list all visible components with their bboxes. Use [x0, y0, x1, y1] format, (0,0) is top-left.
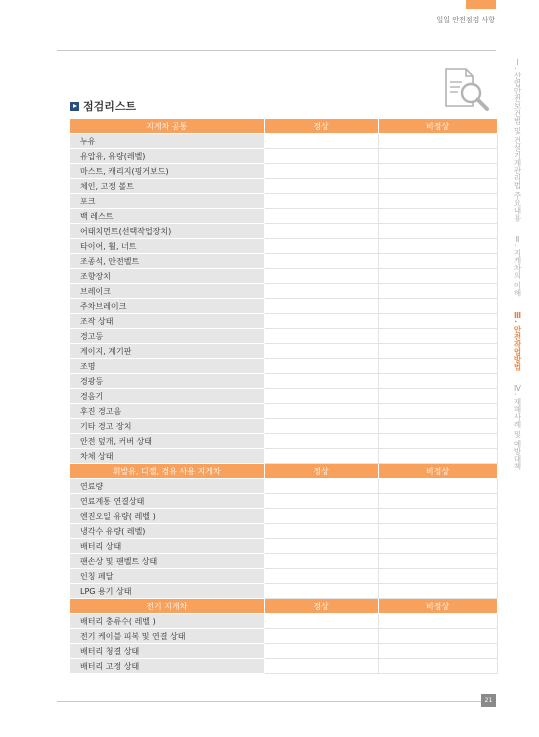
normal-check-cell[interactable]: [264, 164, 378, 179]
normal-check-cell[interactable]: [264, 359, 378, 374]
abnormal-check-cell[interactable]: [378, 224, 497, 239]
normal-check-cell[interactable]: [264, 434, 378, 449]
normal-check-cell[interactable]: [264, 659, 378, 674]
abnormal-check-cell[interactable]: [378, 524, 497, 539]
abnormal-check-cell[interactable]: [378, 359, 497, 374]
check-item-label: LPG 용기 상태: [70, 584, 264, 599]
table-row: [70, 494, 497, 509]
table-row: [70, 179, 497, 194]
check-item-label: 유압유, 유량(레벨): [70, 149, 264, 164]
abnormal-check-cell[interactable]: [378, 164, 497, 179]
check-item-label: 조종석, 안전벨트: [70, 254, 264, 269]
table-row: [70, 314, 497, 329]
table-header-row: [70, 464, 497, 479]
check-item-label: 전기 케이블 피복 및 연결 상태: [70, 629, 264, 644]
table-row: [70, 284, 497, 299]
abnormal-column-header: 비정상: [378, 464, 497, 479]
normal-column-header: 정상: [264, 464, 378, 479]
abnormal-check-cell[interactable]: [378, 569, 497, 584]
section-bullet-icon: [70, 102, 79, 111]
table-row: [70, 359, 497, 374]
abnormal-check-cell[interactable]: [378, 269, 497, 284]
abnormal-check-cell[interactable]: [378, 509, 497, 524]
footer-divider: [57, 701, 496, 702]
check-item-label: 팬손상 및 팬벨트 상태: [70, 554, 264, 569]
abnormal-check-cell[interactable]: [378, 644, 497, 659]
abnormal-check-cell[interactable]: [378, 299, 497, 314]
table-row: [70, 209, 497, 224]
table-row: [70, 344, 497, 359]
side-nav-item: Ⅲ. 안전작업방법: [513, 310, 522, 371]
abnormal-check-cell[interactable]: [378, 419, 497, 434]
check-item-label: 어태치먼트(선택작업장치): [70, 224, 264, 239]
abnormal-check-cell[interactable]: [378, 284, 497, 299]
normal-check-cell[interactable]: [264, 374, 378, 389]
abnormal-check-cell[interactable]: [378, 479, 497, 494]
abnormal-check-cell[interactable]: [378, 434, 497, 449]
check-item-label: 후진 경고음: [70, 404, 264, 419]
check-item-label: 브레이크: [70, 284, 264, 299]
normal-check-cell[interactable]: [264, 329, 378, 344]
abnormal-check-cell[interactable]: [378, 659, 497, 674]
normal-check-cell[interactable]: [264, 314, 378, 329]
table-row: [70, 194, 497, 209]
header-title: 일일 안전점검 사항: [436, 16, 495, 24]
normal-column-header: 정상: [264, 119, 378, 134]
normal-column-header: 정상: [264, 599, 378, 614]
header-accent-tab: [466, 0, 496, 9]
normal-check-cell[interactable]: [264, 644, 378, 659]
side-nav-item: Ⅳ. 재해사례 및 예방대책: [513, 384, 522, 471]
table-row: [70, 479, 497, 494]
check-item-label: 주차브레이크: [70, 299, 264, 314]
abnormal-check-cell[interactable]: [378, 494, 497, 509]
normal-check-cell[interactable]: [264, 614, 378, 629]
check-item-label: 배터리 상태: [70, 539, 264, 554]
check-item-label: 포크: [70, 194, 264, 209]
normal-check-cell[interactable]: [264, 299, 378, 314]
check-item-label: 배터리 충류수( 레벨 ): [70, 614, 264, 629]
side-nav-item: Ⅱ. 지게차의 이해: [513, 235, 522, 297]
normal-check-cell[interactable]: [264, 509, 378, 524]
abnormal-check-cell[interactable]: [378, 614, 497, 629]
abnormal-check-cell[interactable]: [378, 449, 497, 464]
table-row: [70, 374, 497, 389]
table-row: [70, 554, 497, 569]
table-row: [70, 254, 497, 269]
normal-check-cell[interactable]: [264, 524, 378, 539]
table-row: [70, 524, 497, 539]
check-item-label: 인칭 페달: [70, 569, 264, 584]
check-item-label: 차체 상태: [70, 449, 264, 464]
check-item-label: 타이어, 휠, 너트: [70, 239, 264, 254]
table-row: [70, 149, 497, 164]
normal-check-cell[interactable]: [264, 269, 378, 284]
table-row: [70, 164, 497, 179]
abnormal-check-cell[interactable]: [378, 134, 497, 149]
check-item-label: 마스트, 캐리지(핑거보드): [70, 164, 264, 179]
table-row: [70, 584, 497, 599]
abnormal-check-cell[interactable]: [378, 254, 497, 269]
check-item-label: 배터리 고정 상태: [70, 659, 264, 674]
check-item-label: 경음기: [70, 389, 264, 404]
side-nav-item: Ⅰ. 산업안전보건법 및 건설기계관리법 주요내용: [513, 58, 522, 222]
normal-check-cell[interactable]: [264, 209, 378, 224]
page-number: 21: [481, 694, 496, 707]
check-item-label: 조작 상태: [70, 314, 264, 329]
check-item-label: 경고등: [70, 329, 264, 344]
check-item-label: 엔진오일 유량( 레벨 ): [70, 509, 264, 524]
side-chapter-nav: [512, 58, 522, 484]
section-title: 점검리스트: [83, 100, 137, 113]
abnormal-check-cell[interactable]: [378, 209, 497, 224]
check-item-label: 연료계통 연결상태: [70, 494, 264, 509]
table-row: [70, 404, 497, 419]
abnormal-check-cell[interactable]: [378, 389, 497, 404]
normal-check-cell[interactable]: [264, 404, 378, 419]
category-header: 지게차 공통: [70, 119, 264, 134]
abnormal-check-cell[interactable]: [378, 179, 497, 194]
normal-check-cell[interactable]: [264, 194, 378, 209]
document-search-icon: [440, 66, 496, 114]
check-item-label: 조향장치: [70, 269, 264, 284]
table-header-row: [70, 599, 497, 614]
abnormal-column-header: 비정상: [378, 119, 497, 134]
table-row: [70, 539, 497, 554]
table-row: [70, 434, 497, 449]
normal-check-cell[interactable]: [264, 284, 378, 299]
normal-check-cell[interactable]: [264, 569, 378, 584]
check-item-label: 체인, 고정 볼트: [70, 179, 264, 194]
normal-check-cell[interactable]: [264, 584, 378, 599]
normal-check-cell[interactable]: [264, 419, 378, 434]
table-row: [70, 569, 497, 584]
normal-check-cell[interactable]: [264, 224, 378, 239]
normal-check-cell[interactable]: [264, 239, 378, 254]
abnormal-check-cell[interactable]: [378, 374, 497, 389]
table-row: [70, 224, 497, 239]
check-item-label: 게이지, 계기판: [70, 344, 264, 359]
normal-check-cell[interactable]: [264, 389, 378, 404]
normal-check-cell[interactable]: [264, 629, 378, 644]
abnormal-check-cell[interactable]: [378, 539, 497, 554]
abnormal-check-cell[interactable]: [378, 239, 497, 254]
normal-check-cell[interactable]: [264, 479, 378, 494]
abnormal-check-cell[interactable]: [378, 629, 497, 644]
normal-check-cell[interactable]: [264, 449, 378, 464]
normal-check-cell[interactable]: [264, 494, 378, 509]
check-item-label: 누유: [70, 134, 264, 149]
check-item-label: 백 레스트: [70, 209, 264, 224]
table-row: [70, 659, 497, 674]
abnormal-check-cell[interactable]: [378, 314, 497, 329]
category-header: 전기 지게차: [70, 599, 264, 614]
check-item-label: 안전 덮개, 커버 상태: [70, 434, 264, 449]
table-row: [70, 329, 497, 344]
table-row: [70, 239, 497, 254]
normal-check-cell[interactable]: [264, 254, 378, 269]
table-row: [70, 419, 497, 434]
table-row: [70, 134, 497, 149]
normal-check-cell[interactable]: [264, 539, 378, 554]
abnormal-check-cell[interactable]: [378, 149, 497, 164]
table-row: [70, 299, 497, 314]
abnormal-check-cell[interactable]: [378, 584, 497, 599]
abnormal-check-cell[interactable]: [378, 329, 497, 344]
normal-check-cell[interactable]: [264, 554, 378, 569]
normal-check-cell[interactable]: [264, 344, 378, 359]
table-header-row: [70, 119, 497, 134]
abnormal-check-cell[interactable]: [378, 344, 497, 359]
checklist-table: [70, 119, 498, 674]
abnormal-check-cell[interactable]: [378, 194, 497, 209]
table-row: [70, 644, 497, 659]
category-header: 휘발유, 디젤, 경유 사용 지게차: [70, 464, 264, 479]
check-item-label: 기타 경고 장치: [70, 419, 264, 434]
table-row: [70, 629, 497, 644]
table-row: [70, 509, 497, 524]
normal-check-cell[interactable]: [264, 149, 378, 164]
section-heading: [70, 98, 136, 114]
check-item-label: 냉각수 유량( 레벨): [70, 524, 264, 539]
check-item-label: 배터리 청결 상태: [70, 644, 264, 659]
check-item-label: 조명: [70, 359, 264, 374]
abnormal-check-cell[interactable]: [378, 404, 497, 419]
header-divider: [57, 50, 496, 51]
abnormal-check-cell[interactable]: [378, 554, 497, 569]
table-row: [70, 389, 497, 404]
check-item-label: 경광등: [70, 374, 264, 389]
table-row: [70, 614, 497, 629]
abnormal-column-header: 비정상: [378, 599, 497, 614]
check-item-label: 연료량: [70, 479, 264, 494]
table-row: [70, 269, 497, 284]
table-row: [70, 449, 497, 464]
normal-check-cell[interactable]: [264, 134, 378, 149]
normal-check-cell[interactable]: [264, 179, 378, 194]
